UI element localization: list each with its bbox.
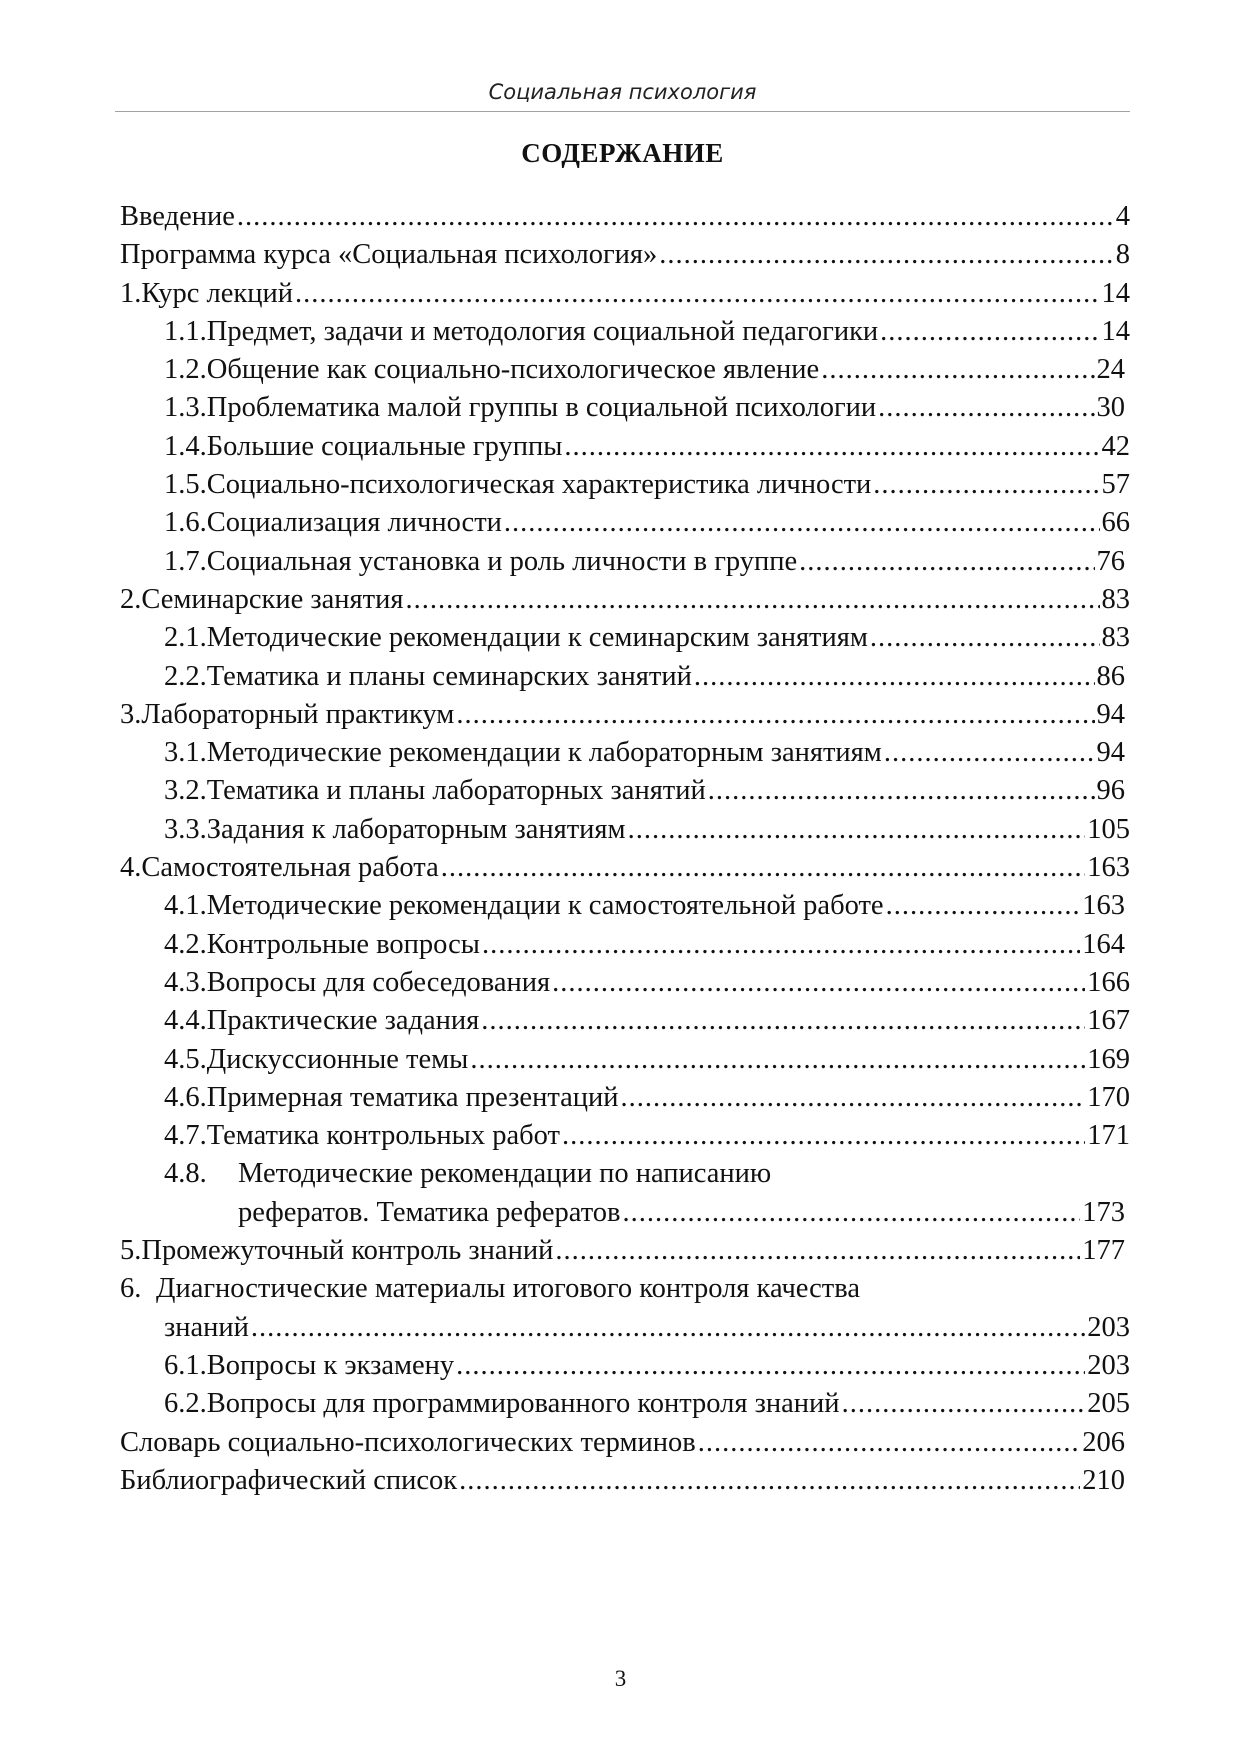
dot-leader [842, 1385, 1086, 1423]
toc-entry-page: 163 [1087, 852, 1130, 884]
toc-entry-page: 173 [1082, 1196, 1125, 1228]
toc-row [120, 236, 1130, 274]
toc-entry[interactable] [120, 1462, 1125, 1500]
dot-leader [482, 926, 1080, 964]
toc-entry[interactable] [120, 581, 1130, 619]
toc-entry[interactable] [164, 964, 1130, 1002]
toc-row [120, 772, 1130, 810]
toc-entry-number: 1.7. [164, 545, 207, 577]
dot-leader [821, 351, 1094, 389]
toc-entry[interactable] [164, 1079, 1130, 1117]
toc-entry-page: 83 [1101, 622, 1130, 654]
toc-entry-page: 166 [1087, 966, 1130, 998]
toc-entry-text: Вопросы для программированного контроля знаний [206, 1388, 840, 1420]
toc-entry-page: 94 [1096, 737, 1125, 769]
toc-entry-text: Вопросы к экзамену [206, 1349, 455, 1381]
toc-row [120, 313, 1130, 351]
toc-row [120, 1462, 1130, 1500]
toc-entry[interactable] [164, 428, 1130, 466]
toc-entry-text: Программа курса «Социальная психология» [120, 239, 658, 271]
toc-entry-number: 4.4. [164, 1005, 207, 1037]
toc-entry[interactable] [120, 849, 1130, 887]
toc-entry-page: 170 [1087, 1081, 1130, 1113]
toc-entry-text: Диагностические материалы итогового контроля качества [156, 1273, 860, 1305]
toc-entry[interactable] [164, 926, 1125, 964]
toc-entry-text: Методические рекомендации к самостоятельной работе [206, 890, 884, 922]
toc-row [120, 351, 1130, 389]
dot-leader [884, 734, 1095, 772]
toc-entry[interactable] [120, 275, 1130, 313]
toc-entry[interactable] [164, 811, 1130, 849]
toc-entry[interactable] [164, 658, 1125, 696]
toc-row [120, 389, 1130, 427]
dot-leader [698, 1424, 1081, 1462]
toc-entry[interactable] [164, 351, 1125, 389]
toc-entry-text: Тематика контрольных работ [206, 1120, 560, 1152]
toc-row [120, 1194, 1130, 1232]
toc-entry-page: 210 [1082, 1464, 1125, 1496]
toc-entry-number: 6.1. [164, 1349, 207, 1381]
toc-entry[interactable] [120, 236, 1130, 274]
toc-entry-text: Дискуссионные темы [206, 1043, 469, 1075]
toc-entry[interactable] [164, 619, 1130, 657]
toc-entry-page: 76 [1096, 545, 1125, 577]
toc-entry[interactable] [164, 1385, 1130, 1423]
toc-entry-number: 4. [120, 852, 142, 884]
toc-row [120, 466, 1130, 504]
toc-entry-page: 42 [1101, 430, 1130, 462]
toc-entry-text: Промежуточный контроль знаний [141, 1235, 554, 1267]
toc-entry-text: Методические рекомендации к семинарским занятиям [206, 622, 868, 654]
toc-entry-text: Семинарские занятия [141, 583, 404, 615]
toc-entry-page: 14 [1101, 315, 1130, 347]
toc-entry[interactable] [238, 1194, 1125, 1232]
dot-leader [873, 466, 1099, 504]
toc-entry[interactable] [120, 1424, 1125, 1462]
toc-row [120, 734, 1130, 772]
toc-entry-text: Методические рекомендации к лабораторным занятиям [206, 737, 882, 769]
toc-entry-page: 203 [1087, 1311, 1130, 1343]
toc-entry-number: 4.5. [164, 1043, 207, 1075]
toc-entry-number: 6.2. [164, 1388, 207, 1420]
toc-entry-number: 4.6. [164, 1081, 207, 1113]
toc-entry-number: 1.3. [164, 392, 207, 424]
toc-row [120, 1155, 1130, 1193]
toc-entry-text: Введение [120, 201, 235, 232]
dot-leader [623, 1194, 1081, 1232]
toc-entry-page: 14 [1101, 277, 1130, 309]
toc-entry-page: 171 [1087, 1120, 1130, 1152]
toc-row [120, 1002, 1130, 1040]
toc-entry-number: 4.3. [164, 966, 207, 998]
toc-row [120, 504, 1130, 542]
toc-entry-page: 177 [1082, 1235, 1125, 1267]
toc-entry-page: 167 [1087, 1005, 1130, 1037]
toc-entry[interactable] [164, 772, 1125, 810]
toc-entry-number: 4.1. [164, 890, 207, 922]
toc-entry-text: Самостоятельная работа [141, 852, 439, 884]
toc-entry[interactable] [164, 1117, 1130, 1155]
toc-entry-text: Общение как социально-психологическое явление [206, 354, 820, 386]
toc-entry-number: 1.2. [164, 354, 207, 386]
toc-entry[interactable] [164, 389, 1125, 427]
toc-entry-page: 96 [1096, 775, 1125, 807]
dot-leader [886, 887, 1081, 925]
toc-entry-text: знаний [164, 1311, 249, 1343]
toc-row [120, 1117, 1130, 1155]
dot-leader [694, 658, 1095, 696]
toc-entry-number: 3.1. [164, 737, 207, 769]
dot-leader [481, 1002, 1085, 1040]
dot-leader [504, 504, 1100, 542]
toc-entry-text: Библиографический список [120, 1464, 458, 1496]
toc-entry-text: Контрольные вопросы [206, 928, 480, 960]
toc-row [120, 887, 1130, 925]
toc-entry-page: 105 [1087, 813, 1130, 845]
toc-entry-number: 4.2. [164, 928, 207, 960]
toc-entry[interactable] [120, 1232, 1125, 1270]
toc-entry-text: Вопросы для собеседования [206, 966, 551, 998]
toc-entry[interactable] [120, 198, 1130, 236]
toc-row [120, 849, 1130, 887]
dot-leader [628, 811, 1086, 849]
toc-entry[interactable] [164, 1155, 771, 1193]
toc-entry-page: 163 [1082, 890, 1125, 922]
toc-entry-text: Тематика и планы семинарских занятий [206, 660, 692, 692]
toc-entry-number: 2. [120, 583, 142, 615]
toc-entry-text: Задания к лабораторным занятиям [206, 813, 626, 845]
toc-entry[interactable] [120, 1270, 860, 1308]
toc-entry-number: 2.1. [164, 622, 207, 654]
toc-entry-text: Социально-психологическая характеристика личности [206, 469, 872, 501]
toc-entry-page: 24 [1096, 354, 1125, 386]
dot-leader [456, 696, 1094, 734]
toc-row [120, 1347, 1130, 1385]
toc-row [120, 964, 1130, 1002]
toc-row [120, 658, 1130, 696]
toc-row [120, 581, 1130, 619]
dot-leader [562, 1117, 1085, 1155]
toc-entry-page: 86 [1096, 660, 1125, 692]
toc-row [120, 1232, 1130, 1270]
toc-row [120, 1309, 1130, 1347]
page-number: 3 [614, 1666, 627, 1691]
toc-entry[interactable] [164, 1347, 1130, 1385]
toc-entry-number: 1. [120, 277, 142, 309]
dot-leader [555, 1232, 1080, 1270]
toc-row [120, 543, 1130, 581]
toc-entry-number: 2.2. [164, 660, 207, 692]
toc-entry-text: Тематика и планы лабораторных занятий [206, 775, 706, 807]
toc-row [120, 275, 1130, 313]
toc-entry[interactable] [120, 696, 1125, 734]
toc-entry-text: Курс лекций [141, 277, 293, 309]
dot-leader [470, 1041, 1085, 1079]
toc-row [120, 1385, 1130, 1423]
toc-row [120, 926, 1130, 964]
toc-row [120, 198, 1130, 236]
toc-entry-page: 164 [1082, 928, 1125, 960]
dot-leader [708, 772, 1095, 810]
dot-leader [799, 543, 1094, 581]
toc-entry-number: 3. [120, 698, 142, 730]
toc-entry[interactable] [164, 1041, 1130, 1079]
toc-entry-number: 3.2. [164, 775, 207, 807]
dot-leader [237, 198, 1114, 236]
dot-leader [870, 619, 1100, 657]
dot-leader [405, 581, 1099, 619]
header-divider [115, 111, 1130, 112]
toc-entry[interactable] [164, 1002, 1130, 1040]
toc-entry[interactable] [164, 543, 1125, 581]
toc-entry-text: Словарь социально-психологических терминов [120, 1426, 696, 1458]
toc-entry-page: 205 [1087, 1388, 1130, 1420]
toc-entry-number: 1.5. [164, 469, 207, 501]
toc-entry-text: Лабораторный практикум [141, 698, 455, 730]
toc-row [120, 1079, 1130, 1117]
dot-leader [552, 964, 1085, 1002]
table-of-contents [120, 198, 1130, 1500]
toc-entry-text: Практические задания [206, 1005, 480, 1037]
toc-entry-page: 30 [1096, 392, 1125, 424]
toc-row [120, 1424, 1130, 1462]
dot-leader [251, 1309, 1085, 1347]
toc-row [120, 811, 1130, 849]
toc-entry-page: 94 [1096, 698, 1125, 730]
toc-entry-number: 6. [120, 1273, 142, 1305]
dot-leader [459, 1462, 1080, 1500]
page-title: СОДЕРЖАНИЕ [521, 138, 724, 168]
toc-row [120, 428, 1130, 466]
toc-entry-text: Методические рекомендации по написанию [238, 1158, 772, 1190]
toc-entry-page: 206 [1082, 1426, 1125, 1458]
toc-entry-text: рефератов. Тематика рефератов [238, 1196, 621, 1228]
toc-entry[interactable] [164, 313, 1130, 351]
toc-entry-page: 8 [1115, 239, 1130, 271]
toc-row [120, 1041, 1130, 1079]
running-header: Социальная психология [488, 80, 757, 104]
toc-entry-number: 4.7. [164, 1120, 207, 1152]
toc-entry-page: 203 [1087, 1349, 1130, 1381]
toc-entry[interactable] [164, 1309, 1130, 1347]
toc-row [120, 619, 1130, 657]
toc-entry-text: Проблематика малой группы в социальной психологии [206, 392, 877, 424]
toc-entry[interactable] [164, 734, 1125, 772]
dot-leader [295, 275, 1100, 313]
toc-entry-text: Примерная тематика презентаций [206, 1081, 619, 1113]
toc-entry[interactable] [164, 504, 1130, 542]
dot-leader [659, 236, 1113, 274]
dot-leader [564, 428, 1099, 466]
toc-row [120, 696, 1130, 734]
dot-leader [441, 849, 1085, 887]
toc-entry-page: 169 [1087, 1043, 1130, 1075]
toc-entry-number: 1.1. [164, 315, 207, 347]
toc-entry-number: 1.4. [164, 430, 207, 462]
toc-row [120, 1270, 1130, 1308]
toc-entry-page: 83 [1101, 583, 1130, 615]
toc-entry-number: 4.8. [164, 1158, 207, 1190]
toc-entry[interactable] [164, 887, 1125, 925]
toc-entry-page: 66 [1101, 507, 1130, 539]
dot-leader [880, 313, 1099, 351]
toc-entry[interactable] [164, 466, 1130, 504]
toc-entry-number: 3.3. [164, 813, 207, 845]
toc-entry-text: Социальная установка и роль личности в группе [206, 545, 798, 577]
dot-leader [456, 1347, 1085, 1385]
toc-entry-page: 57 [1101, 469, 1130, 501]
toc-entry-page: 4 [1115, 201, 1130, 232]
toc-entry-text: Социализация личности [206, 507, 502, 539]
dot-leader [878, 389, 1094, 427]
toc-entry-number: 5. [120, 1235, 142, 1267]
toc-entry-text: Предмет, задачи и методология социальной педагогики [206, 315, 879, 347]
toc-entry-text: Большие социальные группы [206, 430, 563, 462]
dot-leader [621, 1079, 1086, 1117]
toc-entry-number: 1.6. [164, 507, 207, 539]
